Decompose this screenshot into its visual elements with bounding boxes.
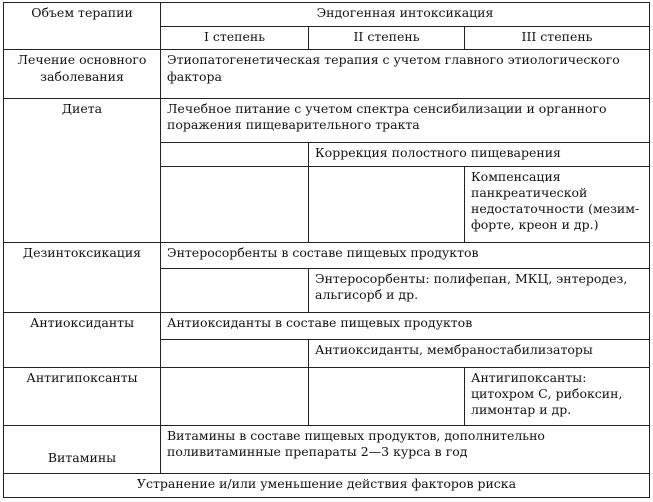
row-label-antioxidants: Антиоксиданты: [4, 313, 161, 368]
vitamins-cell: Витамины в составе пищевых продуктов, дополнительно поливитаминные препараты 2—3 курса в год: [161, 426, 650, 473]
pancreatic-compensation-cell: Компенсация панкреатической недостаточности (мезим-форте, креон и др.): [465, 166, 650, 243]
empty-cell: [161, 268, 309, 312]
food-antioxidants-cell: Антиоксиданты в составе пищевых продуктов: [161, 313, 650, 340]
header-degree-3: III степень: [465, 27, 650, 50]
antihypoxants-drugs-cell: Антигипоксанты: цитохром С, рибоксин, лимонтар и др.: [465, 367, 650, 426]
therapeutic-nutrition-cell: Лечебное питание с учетом спектра сенсибилизации и органного поражения пищеварительного тракта: [161, 98, 650, 142]
header-volume-of-therapy: Объем терапии: [4, 3, 161, 50]
row-label-diet: Диета: [4, 98, 161, 242]
food-enterosorbents-cell: Энтеросорбенты в составе пищевых продуктов: [161, 243, 650, 268]
enterosorbents-drugs-cell: Энтеросорбенты: полифепан, МКЦ, энтеродез, альгисорб и др.: [309, 268, 650, 312]
empty-cell: [309, 367, 465, 426]
therapy-table: [3, 2, 650, 498]
risk-factors-row: Устранение и/или уменьшение действия факторов риска: [4, 473, 650, 497]
empty-cell: [161, 166, 309, 243]
empty-cell: [161, 367, 309, 426]
row-label-basic-disease: Лечение основного заболевания: [4, 50, 161, 98]
empty-cell: [161, 340, 309, 367]
etiopathogenetic-therapy-cell: Этиопатогенетическая терапия с учетом главного этиологического фактора: [161, 50, 650, 98]
row-label-vitamins: Витамины: [4, 426, 161, 473]
header-degree-2: II степень: [309, 27, 465, 50]
row-label-antihypoxants: Антигипоксанты: [4, 367, 161, 426]
cavity-digestion-correction-cell: Коррекция полостного пищеварения: [309, 143, 650, 166]
empty-cell: [309, 166, 465, 243]
empty-cell: [161, 143, 309, 166]
header-endogenous-intoxication: Эндогенная интоксикация: [161, 3, 650, 27]
membrane-stabilizers-cell: Антиоксиданты, мембраностабилизаторы: [309, 340, 650, 367]
row-label-detoxification: Дезинтоксикация: [4, 243, 161, 313]
header-degree-1: I степень: [161, 27, 309, 50]
